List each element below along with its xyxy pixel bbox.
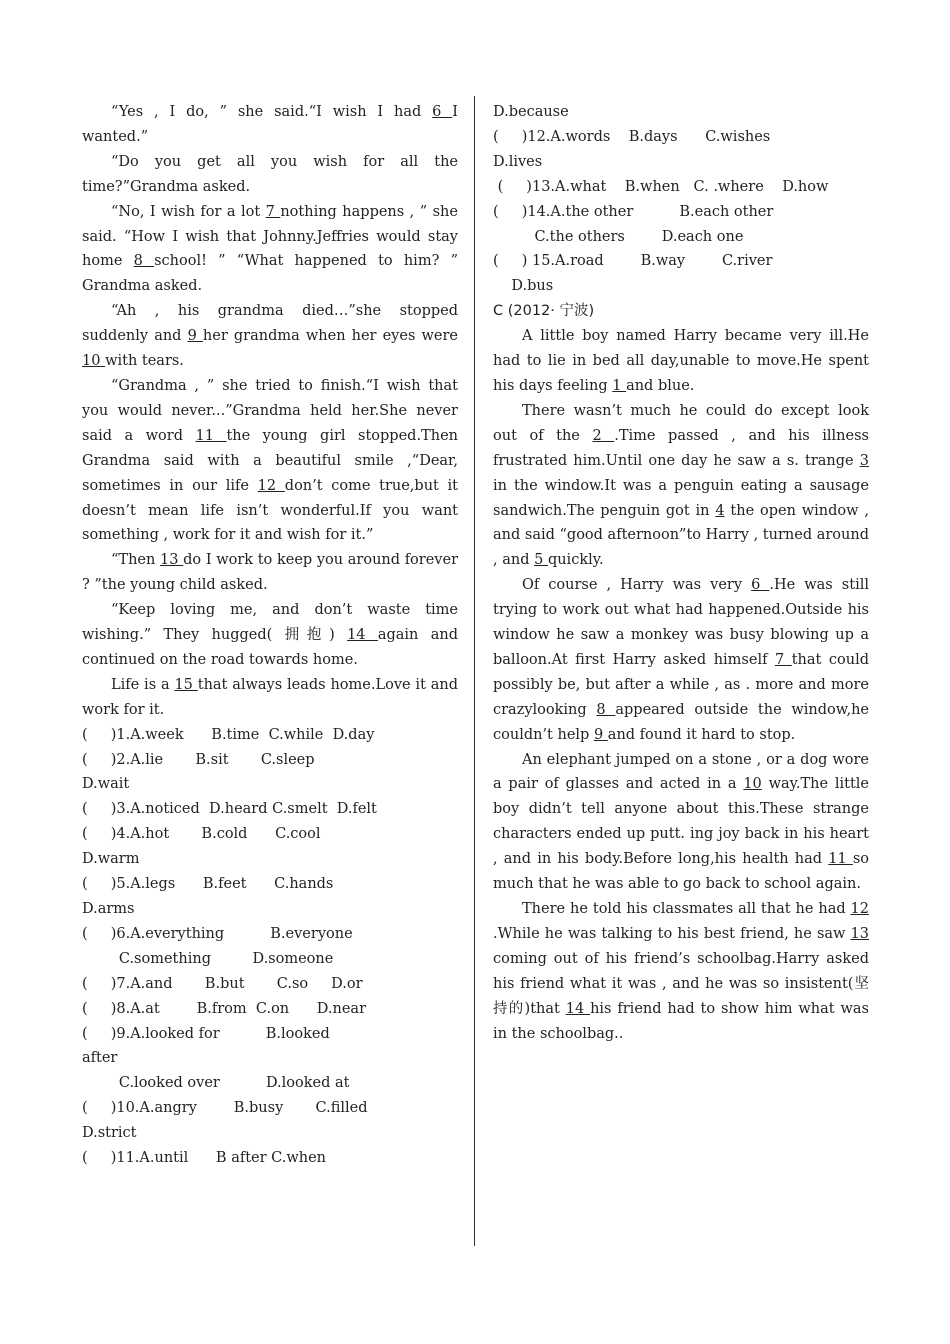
blank: 6 bbox=[432, 104, 453, 120]
option-line: ( )2.A.lie B.sit C.sleep bbox=[82, 751, 315, 768]
blank: 5 bbox=[534, 552, 548, 569]
option-line: D.bus bbox=[493, 278, 554, 295]
text-segment: so much that he was able to go back to school again. bbox=[493, 851, 870, 893]
paragraph bbox=[493, 897, 869, 1046]
blank: 14 bbox=[347, 627, 378, 644]
text-segment: “Yes , I do, ” she said.“I wish I had bbox=[111, 104, 433, 120]
text-segment: “Ah , his grandma died…”she stopped suddenly and bbox=[82, 303, 458, 345]
text-segment: coming out of his friend’s schoolbag.Harry asked his friend what it was , and he was so insistent(坚持的)that bbox=[493, 950, 869, 1017]
paragraph bbox=[82, 374, 458, 548]
text-segment: her grandma when her eyes were bbox=[202, 328, 459, 345]
blank: 13 bbox=[160, 552, 184, 569]
text-segment: the young girl stopped.Then Grandma said with a beautiful smile ,“Dear, sometimes in our life bbox=[82, 427, 458, 494]
text-segment: nothing happens , ” she said. “How I wish that Johnny.Jeffries would stay home bbox=[82, 203, 458, 270]
text-segment: “No, I wish for a lot bbox=[111, 203, 266, 220]
option-line: ( )7.A.and B.but C.so D.or bbox=[82, 975, 363, 992]
blank: 9 bbox=[187, 328, 203, 345]
option-line: D.warm bbox=[82, 851, 140, 868]
blank: 11 bbox=[828, 851, 853, 868]
text-segment: and found it hard to stop. bbox=[607, 726, 796, 743]
text-segment: I wanted.” bbox=[82, 104, 458, 145]
blank: 12 bbox=[257, 477, 285, 494]
option-line: ( )5.A.legs B.feet C.hands bbox=[82, 876, 334, 893]
blank: 11 bbox=[195, 427, 227, 444]
text-segment: Life is a bbox=[111, 676, 175, 693]
paragraph bbox=[82, 548, 458, 598]
option-line: ( )13.A.what B.when C. .where D.how bbox=[493, 178, 829, 195]
option-line: ( ) 15.A.road B.way C.river bbox=[493, 253, 773, 270]
paragraph bbox=[82, 299, 458, 374]
text-segment: that always leads home.Love it and work for it. bbox=[82, 676, 458, 718]
text-segment bbox=[762, 776, 769, 792]
option-line: ( )1.A.week B.time C.while D.day bbox=[82, 726, 375, 743]
option-line: ( )4.A.hot B.cold C.cool bbox=[82, 826, 321, 843]
text-segment: There wasn’t much he could do except look out of the bbox=[493, 402, 869, 444]
blank: 1 bbox=[612, 377, 627, 394]
left-options bbox=[82, 723, 458, 1171]
text-segment: don’t come true,but it doesn’t mean life isn’t wonderful.If you want something , work for it and wish for it.” bbox=[82, 477, 459, 544]
text-segment: .He was still trying to work out what had happened.Outside his window he saw a monkey was busy blowing up a balloon.At first Harry asked himself bbox=[493, 577, 869, 668]
option-line: C.something D.someone bbox=[82, 950, 334, 967]
text-segment: way.The little boy didn’t tell anyone about this.These strange characters ended up putt. ing joy back in his heart , and in his body.Before long,his health had bbox=[493, 776, 870, 868]
option-line: ( )11.A.until B after C.when bbox=[82, 1150, 327, 1167]
text-segment: .While he was talking to his best friend, he saw bbox=[493, 925, 851, 942]
text-segment: A little boy named Harry became very ill.He had to lie in bed all day,unable to move.He spent his days feeling bbox=[493, 328, 869, 394]
option-line: D.wait bbox=[82, 776, 130, 793]
option-line: after bbox=[82, 1050, 118, 1067]
text-segment: “Do you get all you wish for all the time?”Grandma asked. bbox=[82, 153, 458, 195]
option-line: ( )12.A.words B.days C.wishes bbox=[493, 128, 771, 145]
option-line: ( )3.A.noticed D.heard C.smelt D.felt bbox=[82, 801, 377, 818]
option-line: ( )8.A.at B.from C.on D.near bbox=[82, 1000, 367, 1017]
paragraph bbox=[82, 673, 458, 723]
left-column bbox=[82, 100, 458, 1171]
text-segment: There he told his classmates all that he had bbox=[522, 901, 851, 917]
blank: 6 bbox=[751, 577, 770, 594]
paragraph bbox=[493, 324, 869, 399]
blank: 14 bbox=[565, 1000, 591, 1017]
text-segment: “Then bbox=[111, 552, 161, 569]
blank: 7 bbox=[774, 651, 792, 668]
blank: 8 bbox=[133, 253, 155, 270]
text-segment: and blue. bbox=[626, 377, 695, 394]
option-line: D.lives bbox=[493, 153, 543, 170]
option-line: D.because bbox=[493, 104, 569, 120]
text-segment: An elephant jumped on a stone , or a dog wore a pair of glasses and acted in a bbox=[493, 751, 869, 793]
right-passage bbox=[493, 324, 869, 1046]
blank: 10 bbox=[82, 353, 106, 370]
blank: 4 bbox=[715, 502, 725, 519]
text-segment: the open window , and said “good afternoon”to Harry , turned around , and bbox=[493, 502, 869, 569]
paragraph bbox=[82, 100, 458, 150]
blank: 8 bbox=[596, 701, 616, 718]
option-line: ( )14.A.the other B.each other bbox=[493, 203, 774, 220]
paragraph bbox=[82, 150, 458, 200]
right-options bbox=[493, 100, 869, 299]
blank: 7 bbox=[265, 203, 281, 220]
column-divider bbox=[474, 96, 475, 1246]
option-line: ( )6.A.everything B.everyone bbox=[82, 925, 353, 942]
paragraph bbox=[493, 399, 869, 573]
text-segment: his friend had to show him what was in the schoolbag.. bbox=[493, 1000, 870, 1042]
option-line: ( )10.A.angry B.busy C.filled bbox=[82, 1100, 368, 1117]
blank: 10 bbox=[743, 776, 762, 793]
option-line: D.arms bbox=[82, 901, 135, 917]
paragraph bbox=[82, 200, 458, 300]
right-column bbox=[493, 100, 869, 1046]
blank: 9 bbox=[593, 726, 608, 743]
blank: 12 bbox=[850, 901, 869, 917]
blank: 2 bbox=[592, 427, 615, 444]
section-heading: C (2012· 宁波) bbox=[493, 303, 595, 320]
option-line: C.looked over D.looked at bbox=[82, 1075, 350, 1092]
text-segment: school! ” “What happened to him? ” Grandma asked. bbox=[82, 253, 458, 295]
text-segment: “Grandma , ” she tried to finish.“I wish that you would never...”Grandma held her.She never said a word bbox=[82, 377, 458, 444]
paragraph bbox=[82, 598, 458, 673]
text-segment: appeared outside the window,he couldn’t help bbox=[493, 701, 869, 743]
text-segment: in the window.It was a penguin eating a sausage sandwich.The penguin got in bbox=[493, 477, 869, 519]
blank: 15 bbox=[174, 676, 198, 693]
blank: 13 bbox=[850, 925, 869, 942]
option-line: ( )9.A.looked for B.looked bbox=[82, 1025, 330, 1042]
text-segment: quickly. bbox=[547, 552, 604, 569]
text-segment: Of course , Harry was very bbox=[522, 577, 752, 594]
text-segment: with tears. bbox=[105, 353, 184, 370]
left-passage bbox=[82, 100, 458, 723]
text-segment: do I work to keep you around forever ? ”the young child asked. bbox=[82, 552, 459, 594]
text-segment: “Keep loving me, and don’t waste time wishing.” They hugged( 拥抱) bbox=[82, 602, 458, 644]
text-segment: that could possibly be, but after a while , as . more and more crazylooking bbox=[493, 651, 869, 718]
text-segment: again and continued on the road towards home. bbox=[82, 627, 458, 668]
option-line: D.strict bbox=[82, 1125, 137, 1142]
text-segment: .Time passed , and his illness frustrated him.Until one day he saw a s. trange bbox=[493, 427, 869, 469]
paragraph bbox=[493, 573, 869, 747]
option-line: C.the others D.each one bbox=[493, 228, 744, 245]
blank: 3 bbox=[859, 452, 869, 469]
paragraph bbox=[493, 748, 869, 897]
